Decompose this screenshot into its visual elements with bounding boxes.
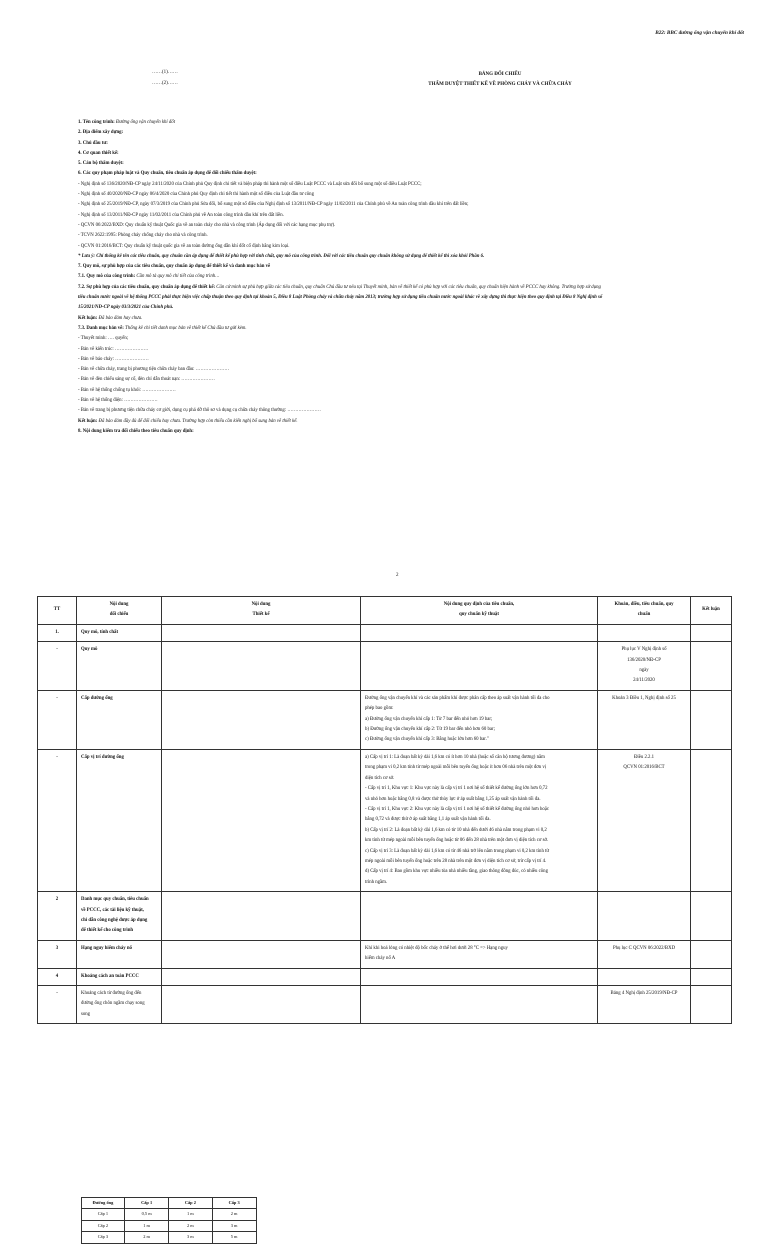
body-line: - Bản vẽ chữa cháy, trang bị phương tiện chữa cháy ban đầu: ………………… xyxy=(78,367,230,373)
distance-subtable xyxy=(81,1197,257,1244)
table-cell: Hạng nguy hiểm cháy nổ xyxy=(77,940,162,968)
body-line: 4. Cơ quan thiết kế: xyxy=(78,150,119,156)
table-row xyxy=(38,749,732,891)
table-cell xyxy=(691,968,732,985)
body-line: - Bản vẽ trang bị phương tiện chữa cháy cơ giới, dụng cụ phá dỡ thô sơ và dụng cụ chữa cháy thông thường: ………………… xyxy=(78,408,321,414)
table-cell xyxy=(162,986,361,1024)
table-cell: 3 xyxy=(38,940,77,968)
body-line: 6. Các quy phạm pháp luật và Quy chuẩn, tiêu chuẩn áp dụng để đối chiếu thẩm duyệt: xyxy=(78,171,257,177)
table-cell xyxy=(162,642,361,691)
doc-subtitle: THẨM DUYỆT THIẾT KẾ VỀ PHÒNG CHÁY VÀ CHỮA CHÁY xyxy=(428,82,572,87)
comparison-table xyxy=(37,596,732,1239)
subtable-cell: 1 m xyxy=(169,1209,213,1221)
body-line: 7. Quy mô, sự phù hợp của các tiêu chuẩn, quy chuẩn áp dụng để thiết kế và danh mục bản vẽ xyxy=(78,264,271,270)
table-row xyxy=(38,690,732,749)
table-cell xyxy=(691,986,732,1024)
table-cell xyxy=(691,642,732,691)
subtable-cell: 2 m xyxy=(169,1220,213,1232)
table-row xyxy=(38,624,732,641)
ref-line-1: ……(1)…… xyxy=(152,70,178,75)
body-line: Kết luận: Đã bảo đảm hay chưa. xyxy=(78,315,143,321)
subtable-cell: Cấp 2 xyxy=(81,1220,125,1232)
table-cell: Quy mô, tính chất xyxy=(77,624,162,641)
body-line: Kết luận: Đã bảo đảm đầy đủ để đối chiếu hay chưa. Trường hợp còn thiếu cần kiến nghị bổ sung bản vẽ thiết kế. xyxy=(78,418,298,424)
body-line: tiêu chuẩn nước ngoài về hệ thống PCCC phải thực hiện việc chấp thuận theo quy định tại khoản 5, Điều 8 Luật Phòng cháy và chữa cháy năm 2013; trường hợp sử dụng tiêu chuẩn nước ngoài khác về xây dựng thì thực hiện theo quy định tại Điều 8 Nghị định số xyxy=(78,295,603,301)
table-row xyxy=(38,642,732,691)
table-cell: Đường ống vận chuyển khí và các sản phẩm khí được phân cấp theo áp suất vận hành tối đa cho phép bao gồm: a) Đường ống vận chuyển khí cấp 1: Từ 7 bar đến nhỏ hơn 19 bar; b) Đường ống vận chuyển khí cấp 2: Từ 19 bar đến nhỏ hơn 60 bar; c) Đường ống vận chuyển khí cấp 3: Bằng hoặc lớn hơn 60 bar." xyxy=(361,690,598,749)
body-line: - Bản vẽ hệ thống chống tụ khói: ………………… xyxy=(78,387,176,393)
doc-title: BẢNG ĐỐI CHIẾU xyxy=(478,72,522,77)
table-cell: - xyxy=(38,749,77,891)
table-cell xyxy=(691,749,732,891)
body-line: * Lưu ý: Chỉ thống kê tên các tiêu chuẩn, quy chuẩn cần áp dụng để thiết kế phù hợp với tính chất, quy mô của công trình. Đối với các tiêu chuẩn quy chuẩn không sử dụng để thiết kế thì xóa khỏi Phần 6. xyxy=(78,253,485,259)
page-number: 2 xyxy=(396,573,399,578)
subtable-header: Cấp 2 xyxy=(169,1197,213,1209)
table-cell: 1. xyxy=(38,624,77,641)
body-line: - Thuyết minh: …. quyển; xyxy=(78,336,129,342)
body-line: - Nghị định số 25/2019/NĐ-CP, ngày 07/3/2019 của Chính phủ Sửa đổi, bổ sung một số điều của Nghị định số 13/2011/NĐ-CP ngày 11/02/2011 của Chính phủ về An toàn công trình dầu khí trên đất liền; xyxy=(78,202,469,208)
subtable-cell: 5 m xyxy=(212,1232,256,1244)
subtable-cell: 2 m xyxy=(125,1232,169,1244)
body-line: - Nghị định số 136/2020/NĐ-CP ngày 24/11/2020 của Chính phủ Quy định chi tiết và biện pháp thi hành một số điều Luật PCCC và Luật sửa đổi bổ sung một số điều Luật PCCC; xyxy=(78,181,422,187)
subtable-header: Cấp 1 xyxy=(125,1197,169,1209)
table-cell: Phụ lục C QCVN 06:2022/BXD xyxy=(598,940,691,968)
body-line: - QCVN 01:2016/BCT: Quy chuẩn kỹ thuật quốc gia về an toàn đường ống dẫn khí đốt cố định bằng kim loại. xyxy=(78,243,290,249)
body-line: 15/2021/NĐ-CP ngày 03/3/2021 của Chính phủ. xyxy=(78,305,174,311)
table-cell: Khí khi hoá lỏng có nhiệt độ bốc cháy ở thể hơi dưới 28 °C => Hạng nguy hiểm cháy nổ A xyxy=(361,940,598,968)
body-line: - Bản vẽ báo cháy: ………………… xyxy=(78,356,149,362)
ref-line-2: ……(2)…… xyxy=(152,81,178,86)
table-cell: Khoảng cách từ đường ống đến đường ống chôn ngầm chạy song song xyxy=(77,986,162,1024)
table-cell xyxy=(361,892,598,941)
subtable-cell: 3 m xyxy=(169,1232,213,1244)
subtable-cell: Cấp 1 xyxy=(81,1209,125,1221)
table-cell xyxy=(691,624,732,641)
table-cell xyxy=(691,892,732,941)
table-row xyxy=(38,986,732,1024)
body-line: - Bản vẽ đèn chiếu sáng sự cố, đèn chỉ dẫn thoát nạn: ………………… xyxy=(78,377,215,383)
table-cell: - xyxy=(38,690,77,749)
table-cell xyxy=(162,968,361,985)
table-cell: Cấp đường ống xyxy=(77,690,162,749)
header-note: B22: BBC đường ống vận chuyển khí đốt xyxy=(655,30,744,36)
table-cell xyxy=(361,968,598,985)
table-cell xyxy=(162,892,361,941)
body-line: 2. Địa điểm xây dựng: xyxy=(78,130,124,136)
table-cell xyxy=(598,892,691,941)
subtable-cell: 0,5 m xyxy=(125,1209,169,1221)
body-line: - QCVN 06:2022/BXD: Quy chuẩn kỹ thuật Quốc gia về an toàn cháy cho nhà và công trình (Áp dụng đối với các hạng mục phụ trợ). xyxy=(78,222,336,228)
table-cell: Quy mô xyxy=(77,642,162,691)
table-cell xyxy=(598,624,691,641)
table-cell xyxy=(162,749,361,891)
table-header-row xyxy=(38,597,732,625)
table-cell: - xyxy=(38,986,77,1024)
table-cell: Khoảng cách an toàn PCCC xyxy=(77,968,162,985)
body-line: - Nghị định số 40/2020/NĐ-CP ngày 06/4/2020 của Chính phủ Quy định chi tiết thi hành một số điều của Luật đầu tư công xyxy=(78,192,314,198)
table-row xyxy=(38,940,732,968)
body-line: - TCVN 2622:1995: Phòng cháy chống cháy cho nhà và công trình. xyxy=(78,233,208,239)
body-line: 7.2. Sự phù hợp của các tiêu chuẩn, quy chuẩn áp dụng để thiết kế: Căn cứ minh sự phù hợp giữa các tiêu chuẩn, quy chuẩn Chủ đầu tư nêu tại Thuyết minh, bản vẽ thiết kế có phù hợp với các tiêu chuẩn, quy chuẩn hiện hành về PCCC hay không. Trường hợp sử dụng xyxy=(78,284,601,290)
table-cell: Danh mục quy chuẩn, tiêu chuẩn về PCCC, các tài liệu kỹ thuật, chỉ dẫn công nghệ được áp dụng để thiết kế cho công trình xyxy=(77,892,162,941)
table-cell xyxy=(361,624,598,641)
body-line: - Nghị định số 13/2011/NĐ-CP ngày 11/02/2011 của Chính phủ về An toàn công trình dầu khí trên đất liền. xyxy=(78,212,284,218)
column-header: Khoản, điều, tiêu chuẩn, quy chuẩn xyxy=(598,597,691,625)
column-header: Kết luận xyxy=(691,597,732,625)
table-cell xyxy=(162,940,361,968)
subtable-cell: 2 m xyxy=(212,1209,256,1221)
table-cell xyxy=(691,690,732,749)
subtable-header: Đường ống xyxy=(81,1197,125,1209)
body-line: - Bản vẽ kiến trúc: ………………… xyxy=(78,346,149,352)
body-line: 7.3. Danh mục bản vẽ: Thống kê chi tiết danh mục bản vẽ thiết kế Chủ đầu tư gửi kèm. xyxy=(78,325,247,331)
document-body xyxy=(78,118,718,437)
table-cell xyxy=(162,624,361,641)
column-header: Nội dung Thiết kế xyxy=(162,597,361,625)
body-line: 3. Chủ đầu tư: xyxy=(78,140,108,146)
table-cell: a) Cấp vị trí 1: Là đoạn bất kỳ dài 1,6 km có ít hơn 10 nhà (hoặc số căn hộ tương đương) nằm trong phạm vi 0,2 km tính từ mép ngoài mỗi bên tuyến ống hoặc ít hơn 06 nhà trên một đơn vị diện tích cơ sở. - Cấp vị trí 1, Khu vực 1: Khu vực này là cấp vị trí 1 nơi hệ số thiết kế đường ống lớn hơn 0,72 và nhỏ hơn hoặc bằng 0,8 và được thử thủy lực ở áp suất bằng 1,25 áp suất vận hành tối đa. - Cấp vị trí 1, Khu vực 2: Khu vực này là cấp vị trí 1 nơi hệ số thiết kế đường ống nhỏ hơn hoặc bằng 0,72 và được thử ở áp suất bằng 1,1 áp suất vận hành tối đa. b) Cấp vị trí 2: Là đoạn bất kỳ dài 1,6 km có từ 10 nhà đến dưới 46 nhà nằm trong phạm vi 0,2 km tính từ mép ngoài mỗi bên tuyến ống hoặc từ 06 đến 28 nhà trên một đơn vị diện tích cơ sở. c) Cấp vị trí 3: Là đoạn bất kỳ dài 1,6 km có từ 46 nhà trở lên nằm trong phạm vi 0,2 km tính từ mép ngoài mỗi bên tuyến ống hoặc trên 28 nhà trên một đơn vị diện tích cơ sở, trừ cấp vị trí 4. d) Cấp vị trí 4: Bao gồm khu vực nhiều tòa nhà nhiều tầng, giao thông đông đúc, có nhiều công trình ngầm. xyxy=(361,749,598,891)
column-header: TT xyxy=(38,597,77,625)
body-line: 1. Tên công trình: Đường ống vận chuyển khí đốt xyxy=(78,120,176,125)
subtable-cell: 1 m xyxy=(125,1220,169,1232)
table-cell: Khoản 3 Điều 1, Nghị định số 25 xyxy=(598,690,691,749)
table-cell xyxy=(598,968,691,985)
table-cell: 4 xyxy=(38,968,77,985)
table-cell xyxy=(691,940,732,968)
table-cell: - xyxy=(38,642,77,691)
subtable-cell: Cấp 3 xyxy=(81,1232,125,1244)
table-row xyxy=(38,968,732,985)
table-cell: Điều 2.2.1 QCVN 01:2016/BCT xyxy=(598,749,691,891)
body-line: - Bản vẽ hệ thống điện: ………………… xyxy=(78,398,158,404)
subtable-cell: 3 m xyxy=(212,1220,256,1232)
table-row xyxy=(38,892,732,941)
table-cell xyxy=(361,642,598,691)
body-line: 8. Nội dung kiểm tra đối chiếu theo tiêu chuẩn quy định: xyxy=(78,428,194,434)
table-cell: Phụ lục V Nghị định số 136/2020/NĐ-CP ngày 24/11/2020 xyxy=(598,642,691,691)
table-cell: Cấp vị trí đường ống xyxy=(77,749,162,891)
body-line: 5. Cán bộ thẩm duyệt: xyxy=(78,161,124,167)
column-header: Nội dung đối chiếu xyxy=(77,597,162,625)
table-cell xyxy=(162,690,361,749)
subtable-header: Cấp 3 xyxy=(212,1197,256,1209)
body-line: 7.1. Quy mô của công trình: Cần mô tả quy mô chi tiết của công trình… xyxy=(78,274,220,280)
column-header: Nội dung quy định của tiêu chuẩn, quy chuẩn kỹ thuật xyxy=(361,597,598,625)
table-cell: 2 xyxy=(38,892,77,941)
table-cell: Bảng 4 Nghị định 25/2019/NĐ-CP xyxy=(598,986,691,1024)
